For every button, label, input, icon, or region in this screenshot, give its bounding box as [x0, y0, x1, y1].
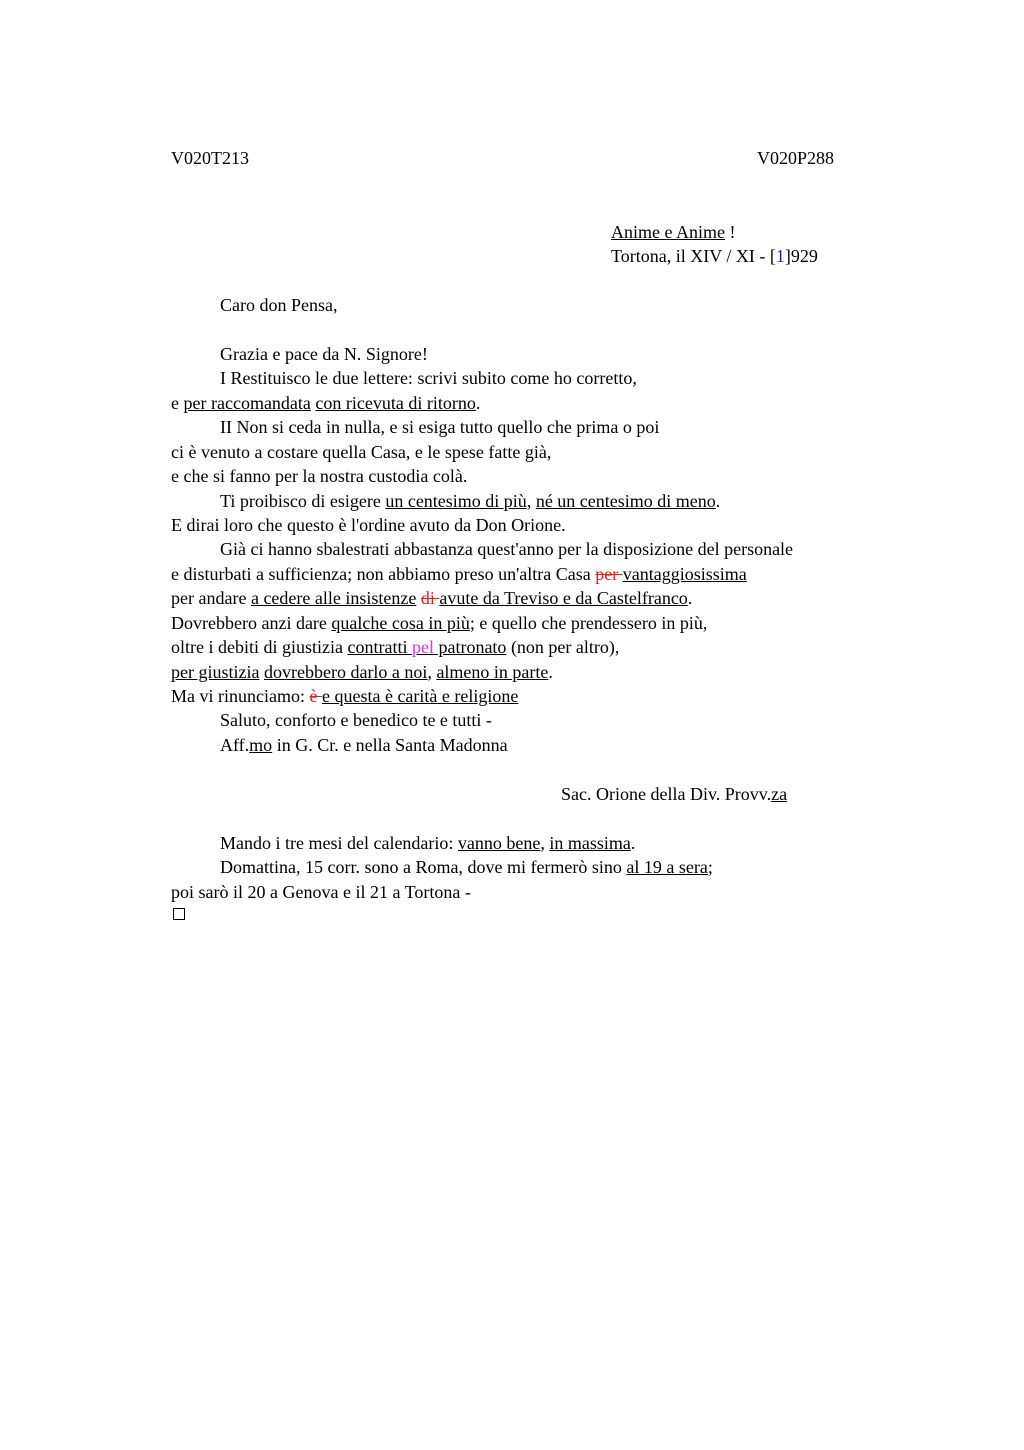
underlined-text: per giustizia — [171, 662, 260, 682]
body-line-1: I Restituisco le due lettere: scrivi subito come ho corretto, — [220, 368, 637, 388]
salutation: Caro don Pensa, — [220, 295, 338, 315]
year-editorial-digit: 1 — [775, 246, 785, 266]
underlined-text: in massima — [549, 833, 631, 853]
text-span: e disturbati a sufficienza; non abbiamo preso un'altra Casa — [171, 564, 596, 584]
deleted-text: è — [309, 686, 322, 706]
place-date: Tortona, il XIV / XI - [ — [611, 246, 776, 266]
deleted-text: di — [420, 588, 440, 608]
text-span: e — [171, 393, 184, 413]
signature — [561, 782, 787, 806]
body-line-12 — [171, 635, 619, 659]
text-span: ; — [707, 857, 713, 877]
underlined-text: za — [771, 784, 788, 804]
closing-line — [220, 733, 508, 757]
greeting: Grazia e pace da N. Signore! — [220, 344, 428, 364]
year-rest: ]929 — [784, 246, 818, 266]
body-line-5: e che si fanno per la nostra custodia colà. — [171, 466, 468, 486]
body-line-11 — [171, 611, 707, 635]
body-line-7: E dirai loro che questo è l'ordine avuto da Don Orione. — [171, 515, 566, 535]
place-date-line — [611, 244, 818, 268]
text-span: Ti proibisco di esigere — [220, 491, 386, 511]
body-line-10 — [171, 586, 692, 610]
text-span: Ma vi rinunciamo: — [171, 686, 310, 706]
body-line-3: II Non si ceda in nulla, e si esiga tutto quello che prima o poi — [220, 417, 660, 437]
underlined-text: dovrebbero darlo a noi — [263, 662, 428, 682]
text-span: . — [687, 588, 693, 608]
body-line-2 — [171, 391, 480, 415]
text-span: in G. Cr. e nella Santa Madonna — [272, 735, 508, 755]
motto-suffix: ! — [724, 222, 736, 242]
underlined-text: avute da Treviso e da Castelfranco — [439, 588, 688, 608]
text-span: Aff. — [220, 735, 250, 755]
text-span: . — [715, 491, 721, 511]
underlined-text: almeno in parte — [436, 662, 549, 682]
underlined-text: vantaggiosissima — [622, 564, 747, 584]
text-span: Mando i tre mesi del calendario: — [220, 833, 458, 853]
underlined-text: con ricevuta di ritorno — [315, 393, 476, 413]
postscript-line-3: poi sarò il 20 a Genova e il 21 a Tortona - — [171, 882, 471, 902]
body-line-6 — [220, 489, 720, 513]
underlined-text: vanno bene — [457, 833, 541, 853]
body-line-9 — [171, 562, 747, 586]
text-span: Domattina, 15 corr. sono a Roma, dove mi fermerò sino — [220, 857, 627, 877]
text-span: ; e quello che prendessero in più, — [469, 613, 708, 633]
body-line-14 — [171, 684, 518, 708]
header-right-code: V020P288 — [757, 148, 835, 168]
text-span: (non per altro), — [506, 637, 620, 657]
underlined-text: per raccomandata — [183, 393, 311, 413]
header-left-code: V020T213 — [171, 148, 249, 168]
body-line-15: Saluto, conforto e benedico te e tutti - — [220, 710, 492, 730]
text-span: Dovrebbero anzi dare — [171, 613, 332, 633]
text-span: contratti — [347, 637, 412, 657]
text-span: patronato — [433, 637, 507, 657]
postscript-line-1 — [220, 831, 635, 855]
text-span: , — [526, 491, 536, 511]
body-line-13 — [171, 660, 553, 684]
body-line-8: Già ci hanno sbalestrati abbastanza quest'anno per la disposizione del personale — [220, 539, 794, 559]
text-span: per andare — [171, 588, 251, 608]
motto-line — [611, 220, 735, 244]
motto: Anime e Anime — [611, 222, 725, 242]
text-span: . — [548, 662, 553, 682]
text-span: Sac. Orione della Div. Provv. — [561, 784, 772, 804]
underlined-text: mo — [249, 735, 273, 755]
postscript-line-2 — [220, 855, 713, 879]
underlined-text: un centesimo di più — [385, 491, 527, 511]
body-line-4: ci è venuto a costare quella Casa, e le spese fatte già, — [171, 442, 552, 462]
underlined-text: qualche cosa in più — [331, 613, 470, 633]
text-span: , — [540, 833, 550, 853]
editorial-insertion: pel — [411, 637, 434, 657]
text-span: , — [427, 662, 437, 682]
text-span: . — [475, 393, 481, 413]
text-span: oltre i debiti di giustizia — [171, 637, 348, 657]
underlined-text: a cedere alle insistenze — [250, 588, 417, 608]
underlined-text: al 19 a sera — [626, 857, 708, 877]
end-marker-box-icon — [173, 908, 185, 920]
deleted-text: per — [595, 564, 623, 584]
underlined-text — [347, 637, 506, 657]
underlined-text: e questa è carità e religione — [321, 686, 519, 706]
text-span: . — [630, 833, 636, 853]
underlined-text: né un centesimo di meno — [535, 491, 716, 511]
